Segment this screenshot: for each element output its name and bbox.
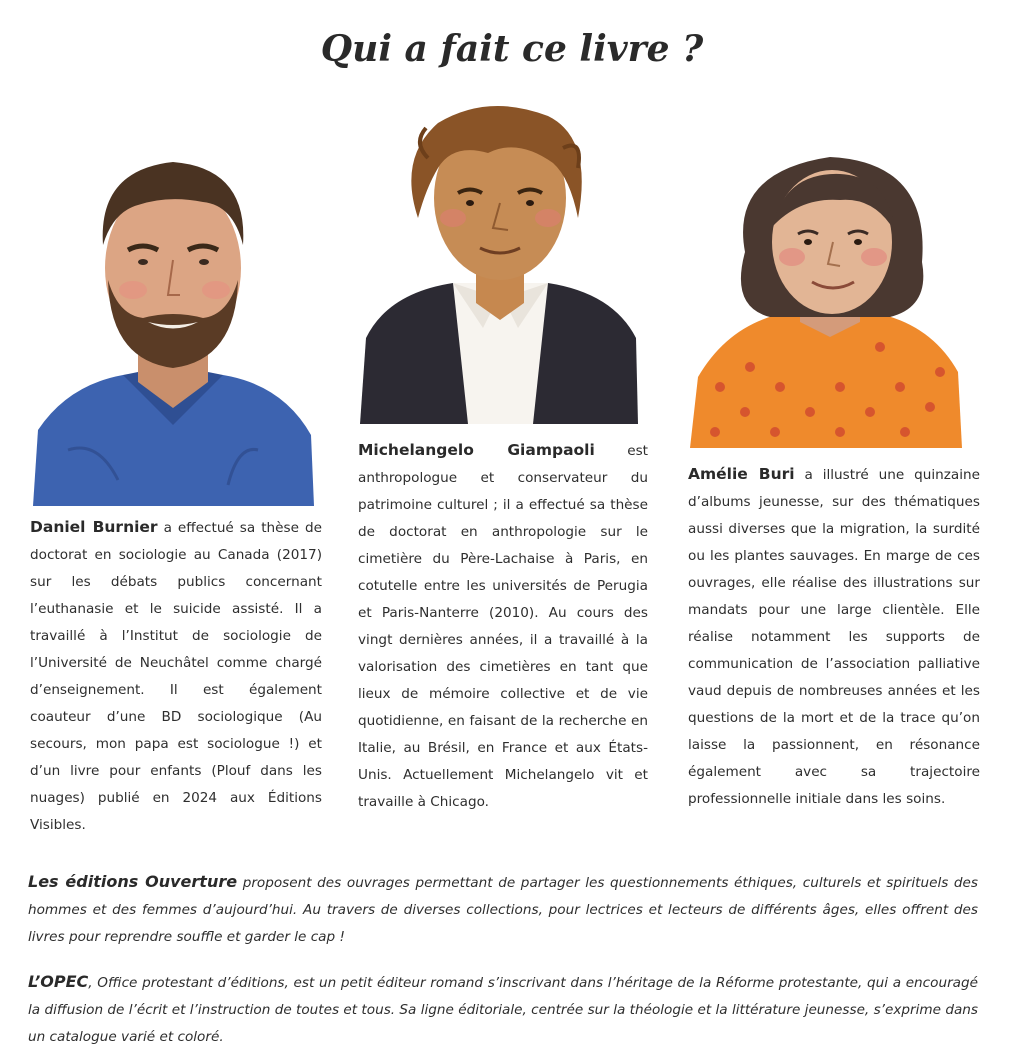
woman-orange-top-illustration-icon (690, 142, 966, 448)
curly-hair-man-illustration-icon (358, 98, 640, 424)
portrait-amelie-buri (690, 142, 966, 448)
bio-michelangelo-giampaoli (358, 437, 648, 816)
portrait-michelangelo-giampaoli (358, 98, 640, 424)
author-bio-text: est anthropologue et conservateur du patrimoine culturel ; il a effectué sa thèse de doctorat en anthropologie sur le cimetière du Père-Lachaise à Paris, en cotutelle entre les universités de Perugia et Paris-Nanterre (2010). Au cours des vingt dernières années, il a travaillé à la valorisation des cimetières en tant que lieux de mémoire collective et de vie quotidienne, en faisant de la recherche en Italie, au Brésil, en France et aux États-Unis. Actuellement Michelangelo vit et travaille à Chicago. (358, 443, 648, 810)
page-title: Qui a fait ce livre ? (320, 28, 704, 70)
publisher-ouverture (28, 868, 978, 951)
author-bio-text: a illustré une quinzaine d’albums jeunesse, sur des thématiques aussi diverses que la migration, la surdité ou les plantes sauvages. En marge de ces ouvrages, elle réalise des illustrations sur mandats pour une large clientèle. Elle réalise notamment les supports de communication de l’association palliative vaud depuis de nombreuses années et les questions de la mort et de la trace qu’on laisse la passionnent, en résonance également avec sa trajectoire professionnelle initiale dans les soins. (688, 467, 980, 807)
author-name: Daniel Burnier (30, 518, 158, 536)
author-name: Michelangelo Giampaoli (358, 441, 595, 459)
publisher-opec (28, 968, 978, 1051)
publisher-name: Les éditions Ouverture (28, 872, 238, 891)
author-bio-text: a effectué sa thèse de doctorat en sociologie au Canada (2017) sur les débats publics concernant l’euthanasie et le suicide assisté. Il a travaillé à l’Institut de sociologie de l’Université de Neuchâtel comme chargé d’enseignement. Il est également coauteur d’une BD sociologique (Au secours, mon papa est sociologue !) et d’un livre pour enfants (Plouf dans les nuages) publié en 2024 aux Éditions Visibles. (30, 520, 322, 833)
author-name: Amélie Buri (688, 465, 795, 483)
bearded-man-illustration-icon (28, 150, 318, 506)
publisher-text: proposent des ouvrages permettant de partager les questionnements éthiques, culturels et spirituels des hommes et des femmes d’aujourd’hui. Au travers de diverses collections, pour lectrices et lecteurs de différents âges, elles offrent des livres pour reprendre souffle et garder le cap ! (28, 875, 978, 945)
bio-amelie-buri (688, 461, 980, 813)
portrait-daniel-burnier (28, 150, 318, 506)
bio-daniel-burnier (30, 514, 322, 839)
publisher-text: , Office protestant d’éditions, est un petit éditeur romand s’inscrivant dans l’héritage de la Réforme protestante, qui a encouragé la diffusion de l’écrit et l’instruction de toutes et tous. Sa ligne éditoriale, centrée sur la théologie et la littérature jeunesse, s’exprime dans un catalogue varié et coloré. (28, 975, 978, 1045)
publisher-name: L’OPEC (28, 972, 89, 991)
